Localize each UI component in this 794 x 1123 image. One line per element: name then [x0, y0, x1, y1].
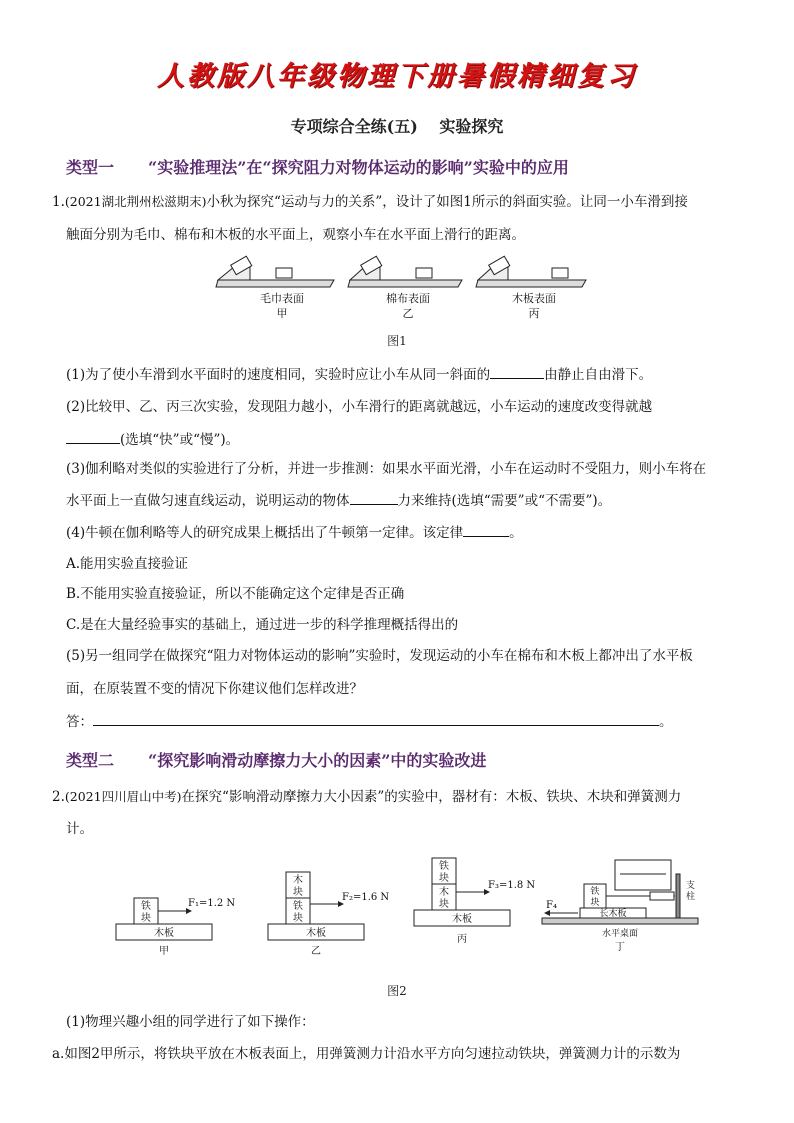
setup-jia: [116, 898, 235, 957]
section-heading-1: [66, 155, 569, 178]
ramp-wood: [476, 256, 586, 287]
setup-ding: [542, 860, 698, 953]
q2-part-a: a.如图2甲所示，将铁块平放在木板表面上，用弹簧测力计沿水平方向匀速拉动铁块，弹簧测力计的示数为: [52, 1046, 681, 1062]
q1-part2-line1: (2)比较甲、乙、丙三次实验，发现阻力越小，小车滑行的距离就越远，小车运动的速度改变得就越: [66, 399, 653, 415]
section-type: 类型二: [66, 751, 115, 770]
force-label-f2: F₂=1.6 N: [342, 892, 390, 903]
answer-blank[interactable]: [490, 364, 544, 379]
support-label: 支柱: [686, 881, 696, 902]
section-title: “探究影响滑动摩擦力大小的因素”中的实验改进: [148, 751, 487, 770]
figure-2-friction: [110, 852, 710, 962]
page-subtitle: 专项综合全练(五) 实验探究: [290, 117, 504, 136]
part-text: 。: [659, 714, 673, 730]
q2-stem-text: 在探究“影响滑动摩擦力大小因素”的实验中，器材有：木板、铁块、木块和弹簧测力: [181, 789, 682, 805]
q1-part3-line1: (3)伽利略对类似的实验进行了分析，并进一步推测：如果水平面光滑，小车在运动时不受阻力，则小车将在: [66, 461, 707, 477]
fig1-sublabel-jia: 甲: [276, 307, 288, 320]
setup-label-bing: 丙: [457, 934, 467, 945]
answer-blank[interactable]: [66, 429, 120, 444]
section-heading-2: [66, 748, 486, 771]
q1-part1: [66, 364, 652, 385]
q2-part1: (1)物理兴趣小组的同学进行了如下操作：: [66, 1014, 315, 1030]
part-text: 。: [509, 525, 523, 541]
q1-option-c: C.是在大量经验事实的基础上，通过进一步的科学推理概括得出的: [66, 617, 459, 633]
answer-blank[interactable]: [93, 711, 659, 726]
svg-text:块: 块: [293, 913, 303, 924]
q1-part3-line2: [66, 490, 611, 511]
svg-text:铁: 铁: [141, 901, 151, 912]
answer-blank[interactable]: [350, 490, 398, 505]
setup-yi: [268, 872, 389, 957]
question-source: (2021湖北荆州松滋期末): [64, 194, 207, 209]
fig1-sublabel-yi: 乙: [402, 307, 414, 320]
setup-label-jia: 甲: [159, 946, 169, 957]
answer-blank[interactable]: [463, 522, 509, 537]
q1-part2-line2: [66, 429, 239, 450]
q1-option-a: A.能用实验直接验证: [66, 556, 189, 572]
figure-1-caption: 图1: [387, 334, 407, 348]
q2-stem-line1: [52, 787, 752, 807]
long-board-label: 长木板: [599, 909, 627, 919]
setup-bing: [414, 858, 535, 945]
svg-text:块: 块: [590, 898, 600, 908]
svg-text:块: 块: [293, 887, 303, 898]
part-text: (选填“快”或“慢”)。: [120, 432, 240, 448]
q1-answer-line: [66, 711, 673, 732]
fig1-label-towel: 毛巾表面: [260, 292, 304, 305]
ramp-towel: [216, 256, 334, 287]
setup-label-ding: 丁: [615, 942, 625, 953]
q1-stem-line1: [52, 192, 752, 212]
section-type: 类型一: [66, 158, 115, 177]
ramp-cotton: [348, 256, 462, 287]
svg-text:木: 木: [439, 887, 449, 898]
force-label-f1: F₁=1.2 N: [188, 898, 236, 909]
board-label: 木板: [452, 914, 472, 925]
svg-text:铁: 铁: [439, 861, 449, 872]
force-label-f4: F₄: [546, 900, 557, 911]
q1-part5-line1: (5)另一组同学在做探究“阻力对物体运动的影响”实验时，发现运动的小车在棉布和木板上都冲出了水平板: [66, 648, 693, 664]
fig1-label-wood: 木板表面: [512, 292, 556, 305]
answer-label: 答：: [66, 714, 93, 730]
part-text: 水平面上一直做匀速直线运动，说明运动的物体: [66, 493, 350, 509]
force-label-f3: F₃=1.8 N: [488, 880, 536, 891]
setup-label-yi: 乙: [311, 946, 321, 957]
q1-part4: [66, 522, 523, 543]
q2-stem-line2: 计。: [66, 821, 93, 837]
q1-option-b: B.不能用实验直接验证，所以不能确定这个定律是否正确: [66, 586, 405, 602]
section-title: “实验推理法”在“探究阻力对物体运动的影响”实验中的应用: [148, 158, 569, 177]
board-label: 木板: [306, 928, 326, 939]
figure-2-caption: 图2: [387, 984, 407, 998]
document-banner: 人教版八年级物理下册暑假精细复习: [157, 61, 637, 92]
fig1-sublabel-bing: 丙: [528, 307, 540, 320]
svg-text:块: 块: [141, 913, 151, 924]
q1-stem-text: 小秋为探究“运动与力的关系”，设计了如图1所示的斜面实验。让同一小车滑到接: [206, 194, 688, 210]
svg-text:块: 块: [439, 873, 449, 884]
figure-1-ramps: [210, 250, 590, 322]
svg-text:铁: 铁: [590, 887, 600, 897]
part-text: (4)牛顿在伽利略等人的研究成果上概括出了牛顿第一定律。该定律: [66, 525, 464, 541]
part-text: 由静止自由滑下。: [544, 367, 653, 383]
question-source: (2021四川眉山中考): [64, 789, 182, 804]
board-label: 木板: [154, 928, 174, 939]
svg-text:块: 块: [439, 899, 449, 910]
table-label: 水平桌面: [601, 929, 639, 939]
part-text: 力来维持(选填“需要”或“不需要”)。: [397, 493, 612, 509]
q1-stem-line2: 触面分别为毛巾、棉布和木板的水平面上，观察小车在水平面上滑行的距离。: [66, 227, 525, 243]
svg-text:木: 木: [293, 875, 303, 886]
question-number: 1.: [52, 194, 65, 210]
q1-part5-line2: 面，在原装置不变的情况下你建议他们怎样改进？: [66, 681, 363, 697]
question-number: 2.: [52, 789, 65, 805]
fig1-label-cotton: 棉布表面: [386, 292, 430, 305]
part-text: (1)为了使小车滑到水平面时的速度相同，实验时应让小车从同一斜面的: [66, 367, 491, 383]
svg-text:铁: 铁: [293, 901, 303, 912]
